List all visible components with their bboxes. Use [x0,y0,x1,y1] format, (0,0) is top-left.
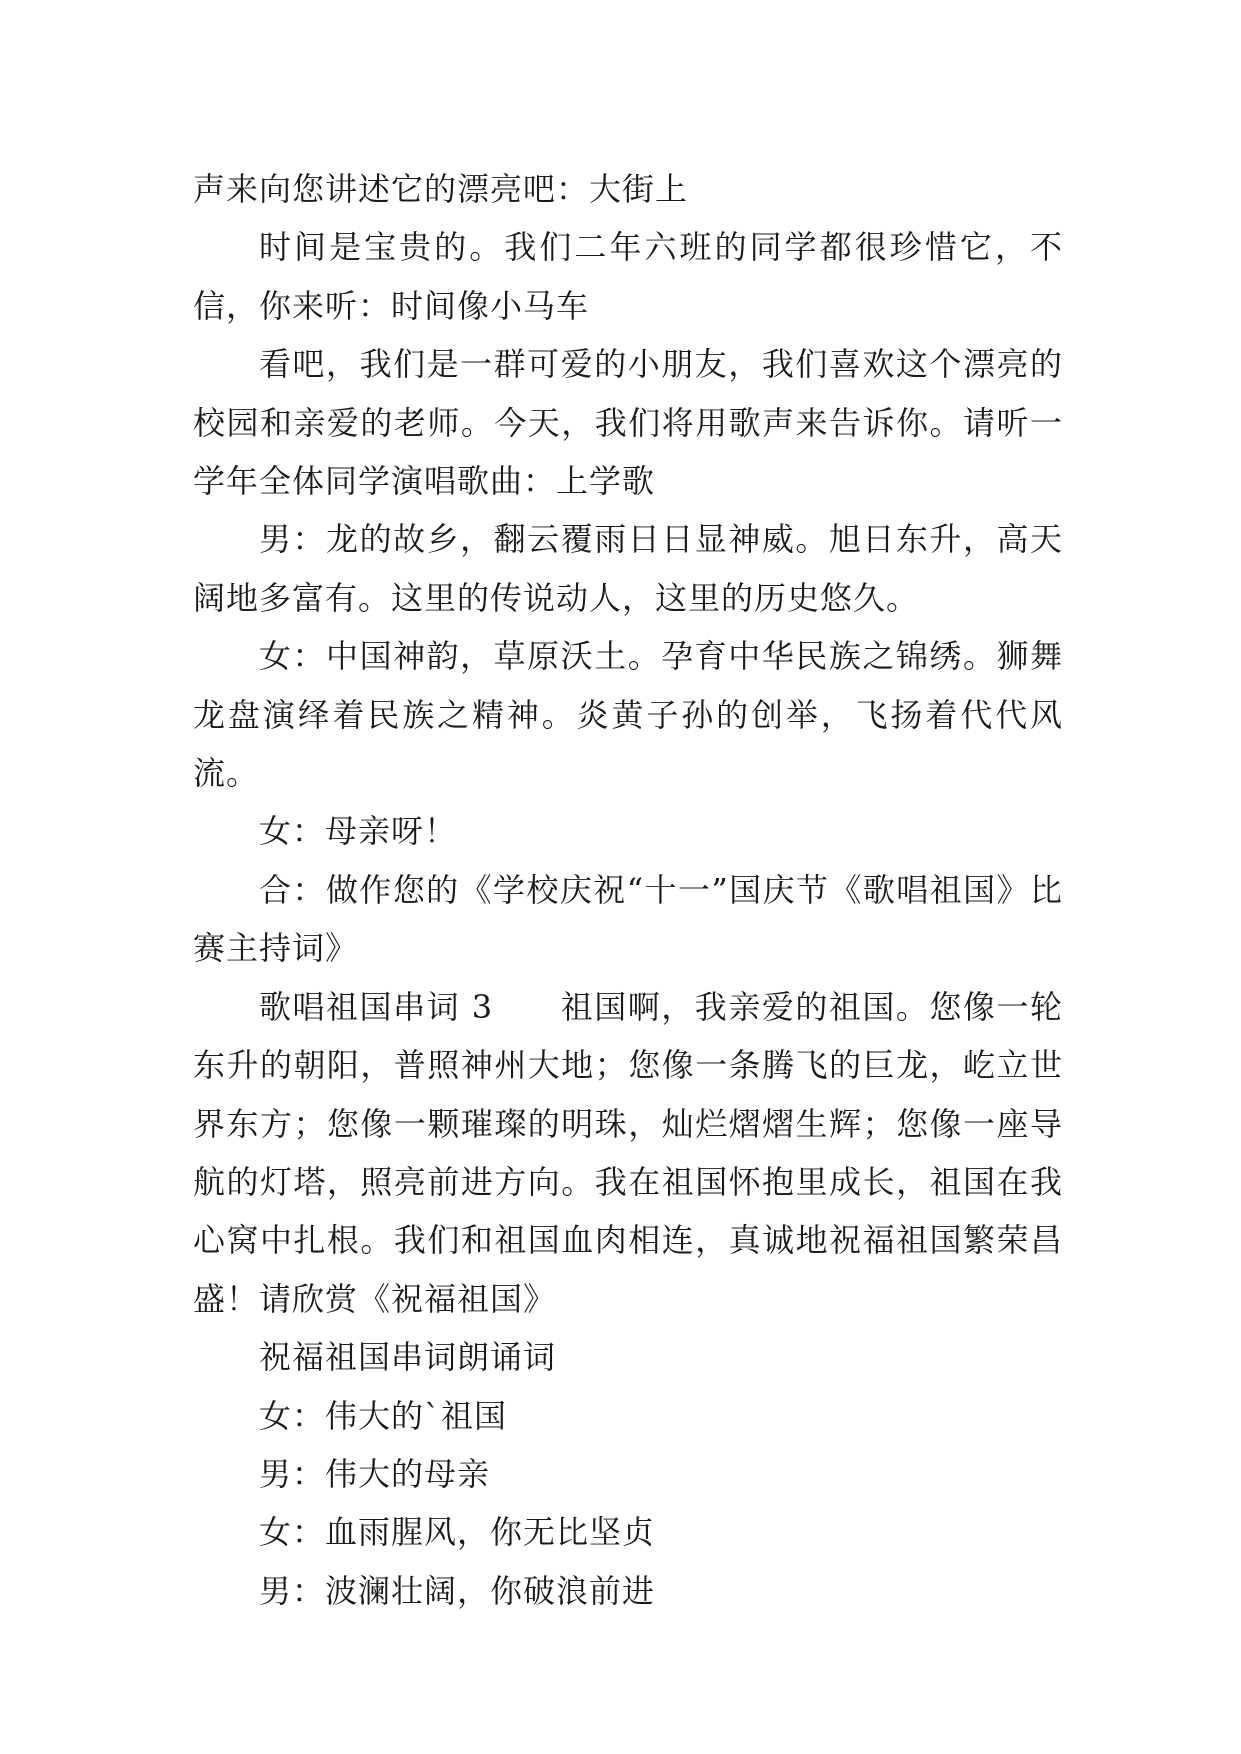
paragraph: 合：做作您的《学校庆祝“十一”国庆节《歌唱祖国》比赛主持词》 [193,870,1063,968]
paragraph: 女：伟大的`祖国 [259,1396,508,1435]
paragraph: 男：波澜壮阔，你破浪前进 [259,1571,656,1610]
paragraph: 女：中国神韵，草原沃土。孕育中华民族之锦绣。狮舞龙盘演绎着民族之精神。炎黄子孙的创举，飞扬着代代风流。 [193,637,1063,793]
body-text [193,160,1063,1620]
paragraph: 女：母亲呀！ [259,812,458,851]
paragraph: 声来向您讲述它的漂亮吧：大街上 [193,170,689,208]
paragraph: 歌唱祖国串词 3 祖国啊，我亲爱的祖国。您像一轮东升的朝阳，普照神州大地；您像一条腾飞的巨龙，屹立世界东方；您像一颗璀璨的明珠，灿烂熠熠生辉；您像一座导航的灯塔，照亮前进方向。我在祖国怀抱里成长，祖国在我心窝中扎根。我们和祖国血肉相连，真诚地祝福祖国繁荣昌盛！请欣赏《祝福祖国》 [193,987,1063,1318]
paragraph: 看吧，我们是一群可爱的小朋友，我们喜欢这个漂亮的校园和亲爱的老师。今天，我们将用歌声来告诉你。请听一学年全体同学演唱歌曲：上学歌 [193,345,1063,501]
paragraph: 男：伟大的母亲 [259,1454,491,1493]
paragraph: 时间是宝贵的。我们二年六班的同学都很珍惜它，不信，你来听：时间像小马车 [193,228,1063,325]
paragraph: 男：龙的故乡，翻云覆雨日日显神威。旭日东升，高天阔地多富有。这里的传说动人，这里的历史悠久。 [193,520,1063,617]
paragraph: 祝福祖国串词朗诵词 [259,1338,557,1377]
paragraph: 女：血雨腥风，你无比坚贞 [259,1513,656,1552]
